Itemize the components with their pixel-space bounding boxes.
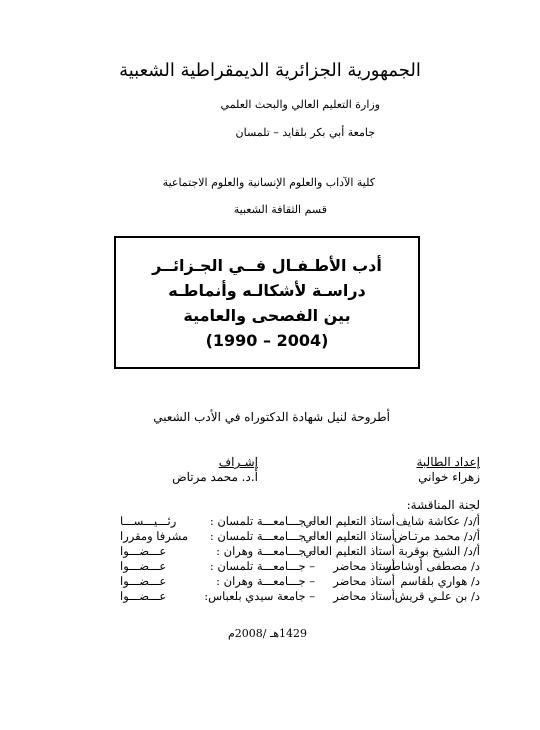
- committee-member: [120, 559, 480, 574]
- member-rank: أستاذ محاضر: [333, 589, 395, 603]
- member-name: د/ مصطفى أوشاطر: [385, 559, 480, 573]
- ministry-line: وزارة التعليم العالي والبحث العلمي: [220, 98, 380, 111]
- member-rank: أستاذ التعليم العالي: [303, 529, 395, 543]
- university-line: جامعة أبي بكر بلقايد – تلمسان: [235, 126, 375, 139]
- title-box: [114, 236, 420, 369]
- member-name: د/ بن علـي قريش: [394, 589, 480, 603]
- republic-heading: الجمهورية الجزائرية الديمقراطية الشعبية: [119, 60, 421, 81]
- member-role: عـــضـــوا: [120, 574, 167, 588]
- member-role: رئـــيـــســـا: [120, 514, 177, 528]
- committee-list: [120, 514, 480, 604]
- member-rank: أستاذ محاضر: [333, 559, 395, 573]
- committee-member: [120, 589, 480, 604]
- title-line-1: أدب الأطـفـال فــي الجـزائــر: [152, 255, 382, 275]
- member-role: عـــضـــوا: [120, 589, 167, 603]
- faculty-line: كلية الآداب والعلوم الإنسانية والعلوم الاجتماعية: [162, 176, 375, 189]
- member-rank: أستاذ التعليم العالي: [303, 544, 395, 558]
- member-name: أ/د/ الشيخ بوقربة: [398, 544, 480, 558]
- member-university: – جـــامعـــة تلمسان :: [209, 529, 315, 543]
- member-university: – جـــامعـــة وهران :: [216, 544, 315, 558]
- member-role: عـــضـــوا: [120, 544, 167, 558]
- title-line-2: دراسـة لأشكالـه وأنماطـه: [168, 280, 366, 300]
- member-rank: أستاذ التعليم العالي: [303, 514, 395, 528]
- department-line: قسم الثقافة الشعبية: [233, 203, 327, 216]
- title-line-4: (1990 – 2004): [205, 330, 329, 350]
- member-role: مشرفا ومقررا: [120, 529, 189, 543]
- member-name: د/ هواري بلقاسم: [400, 574, 480, 588]
- supervision-label: إشـراف: [218, 455, 258, 469]
- preparation-label: إعداد الطالبة: [416, 455, 480, 469]
- member-university: – جـــامعـــة تلمسان :: [209, 559, 315, 573]
- committee-label: لجنة المناقشة:: [406, 498, 480, 512]
- member-university: – جـــامعـــة تلمسان :: [209, 514, 315, 528]
- title-line-3: بين الفصحى والعامية: [183, 305, 351, 325]
- committee-member: [120, 574, 480, 589]
- member-name: أ/د/ محمد مرتـاض: [393, 529, 480, 543]
- member-role: عـــضـــوا: [120, 559, 167, 573]
- member-university: – جـــامعـــة وهران :: [216, 574, 315, 588]
- date-line: 1429هـ /2008م: [227, 627, 307, 640]
- thesis-statement: أطروحة لنيل شهادة الدكتوراه في الأدب الشعبي: [153, 410, 390, 424]
- committee-member: [120, 529, 480, 544]
- committee-member: [120, 514, 480, 529]
- member-university: – جامعة سيدي بلعباس:: [204, 589, 315, 603]
- member-name: أ/د/ عكاشة شايف: [395, 514, 480, 528]
- student-name: زهراء خواني: [418, 470, 480, 484]
- member-rank: أستاذ محاضر: [333, 574, 395, 588]
- committee-member: [120, 544, 480, 559]
- supervisor-name: أ.د. محمد مرتاض: [172, 470, 258, 484]
